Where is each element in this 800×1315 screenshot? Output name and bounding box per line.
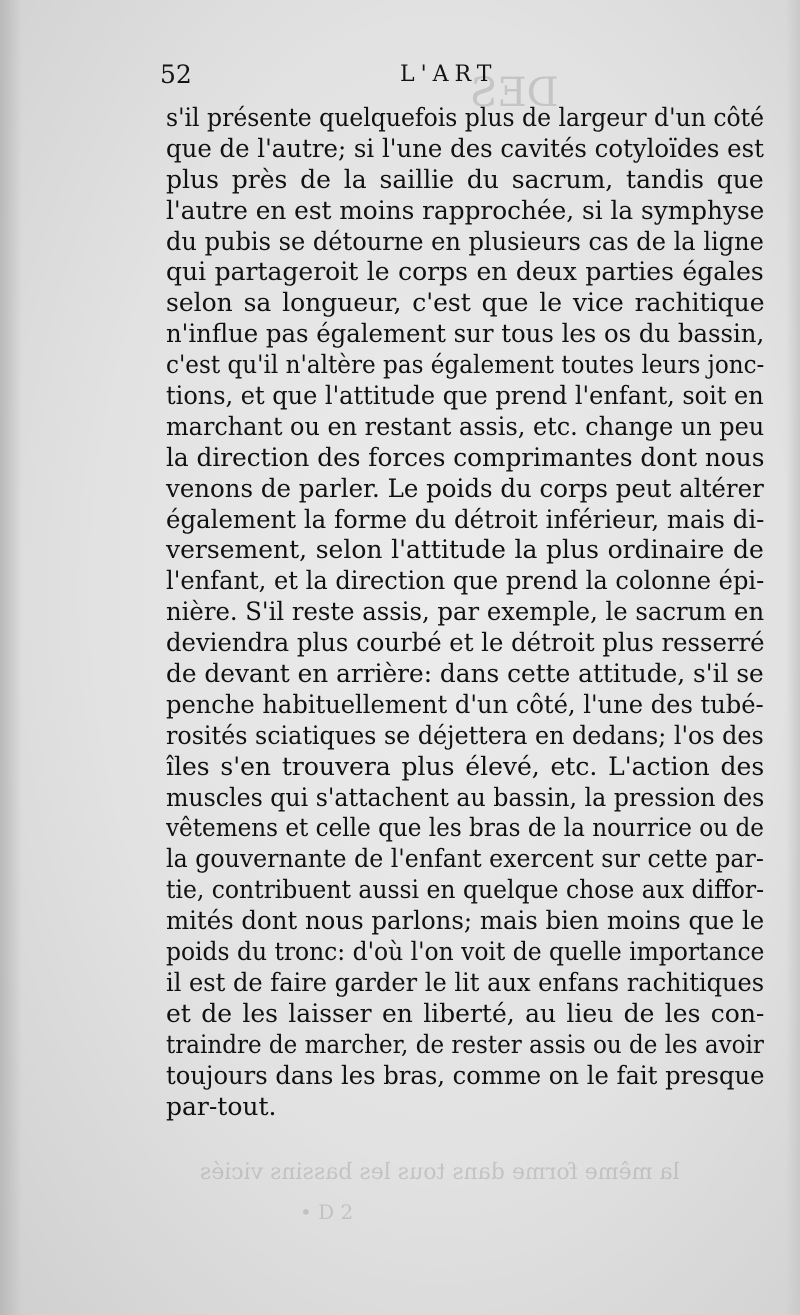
text-line: il est de faire garder le lit aux enfans rachitiques xyxy=(166,967,765,997)
bleed-through-mark: DES xyxy=(470,70,559,116)
text-line: n'influe pas également sur tous les os du bassin, xyxy=(166,319,765,349)
text-line: vêtemens et celle que les bras de la nourrice ou de xyxy=(166,813,764,843)
text-line: venons de parler. Le poids du corps peut altérer xyxy=(166,473,764,503)
bleed-through-mark: la même forme dans tous les bassins viciés xyxy=(200,1160,680,1185)
body-text xyxy=(166,103,764,1122)
text-line: tions, et que l'attitude que prend l'enfant, soit en xyxy=(166,381,764,411)
text-line: plus près de la saillie du sacrum, tandis que xyxy=(166,164,764,194)
text-line: du pubis se détourne en plusieurs cas de la ligne xyxy=(166,226,764,256)
running-head: L'ART xyxy=(400,62,498,87)
text-line: nière. S'il reste assis, par exemple, le sacrum en xyxy=(166,597,765,627)
text-line: l'autre en est moins rapprochée, si la symphyse xyxy=(166,195,765,225)
text-line: qui partageroit le corps en deux parties égales xyxy=(166,257,764,287)
page-edge-shadow xyxy=(786,0,800,1315)
text-line: poids du tronc: d'où l'on voit de quelle importance xyxy=(166,937,765,967)
text-line: mités dont nous parlons; mais bien moins que le xyxy=(166,906,765,936)
text-line: que de l'autre; si l'une des cavités cotyloïdes est xyxy=(166,133,764,163)
text-line: versement, selon l'attitude la plus ordinaire de xyxy=(166,535,764,565)
page-gutter-shadow xyxy=(0,0,22,1315)
page-number: 52 xyxy=(160,60,192,89)
text-line: par-tout. xyxy=(166,1091,277,1121)
text-line: l'enfant, et la direction que prend la colonne épi- xyxy=(166,566,765,596)
text-line: également la forme du détroit inférieur, mais di- xyxy=(166,504,765,534)
text-line: la direction des forces comprimantes dont nous xyxy=(166,442,765,472)
text-line: s'il présente quelquefois plus de largeur d'un côté xyxy=(166,103,765,132)
text-line: traindre de marcher, de rester assis ou de les avoir xyxy=(166,1029,764,1059)
text-line: muscles qui s'attachent au bassin, la pression des xyxy=(166,782,765,812)
text-line: selon sa longueur, c'est que le vice rachitique xyxy=(166,288,765,318)
text-line: toujours dans les bras, comme on le fait presque xyxy=(166,1060,765,1090)
text-line: deviendra plus courbé et le détroit plus resserré xyxy=(166,628,765,658)
text-line: la gouvernante de l'enfant exercent sur cette par- xyxy=(166,844,764,874)
text-line: rosités sciatiques se déjettera en dedans; l'os des xyxy=(166,720,764,750)
page-header xyxy=(160,60,760,96)
text-line: îles s'en trouvera plus élevé, etc. L'action des xyxy=(166,751,765,781)
text-line: tie, contribuent aussi en quelque chose aux diffor- xyxy=(166,875,765,905)
text-line: c'est qu'il n'altère pas également toutes leurs jonc- xyxy=(166,350,765,380)
text-line: et de les laisser en liberté, au lieu de les con- xyxy=(166,998,765,1028)
text-line: marchant ou en restant assis, etc. change un peu xyxy=(166,411,765,441)
bleed-through-mark: • D 2 xyxy=(300,1200,354,1224)
text-line: de devant en arrière: dans cette attitude, s'il se xyxy=(166,659,764,689)
text-line: penche habituellement d'un côté, l'une des tubé- xyxy=(166,689,764,719)
